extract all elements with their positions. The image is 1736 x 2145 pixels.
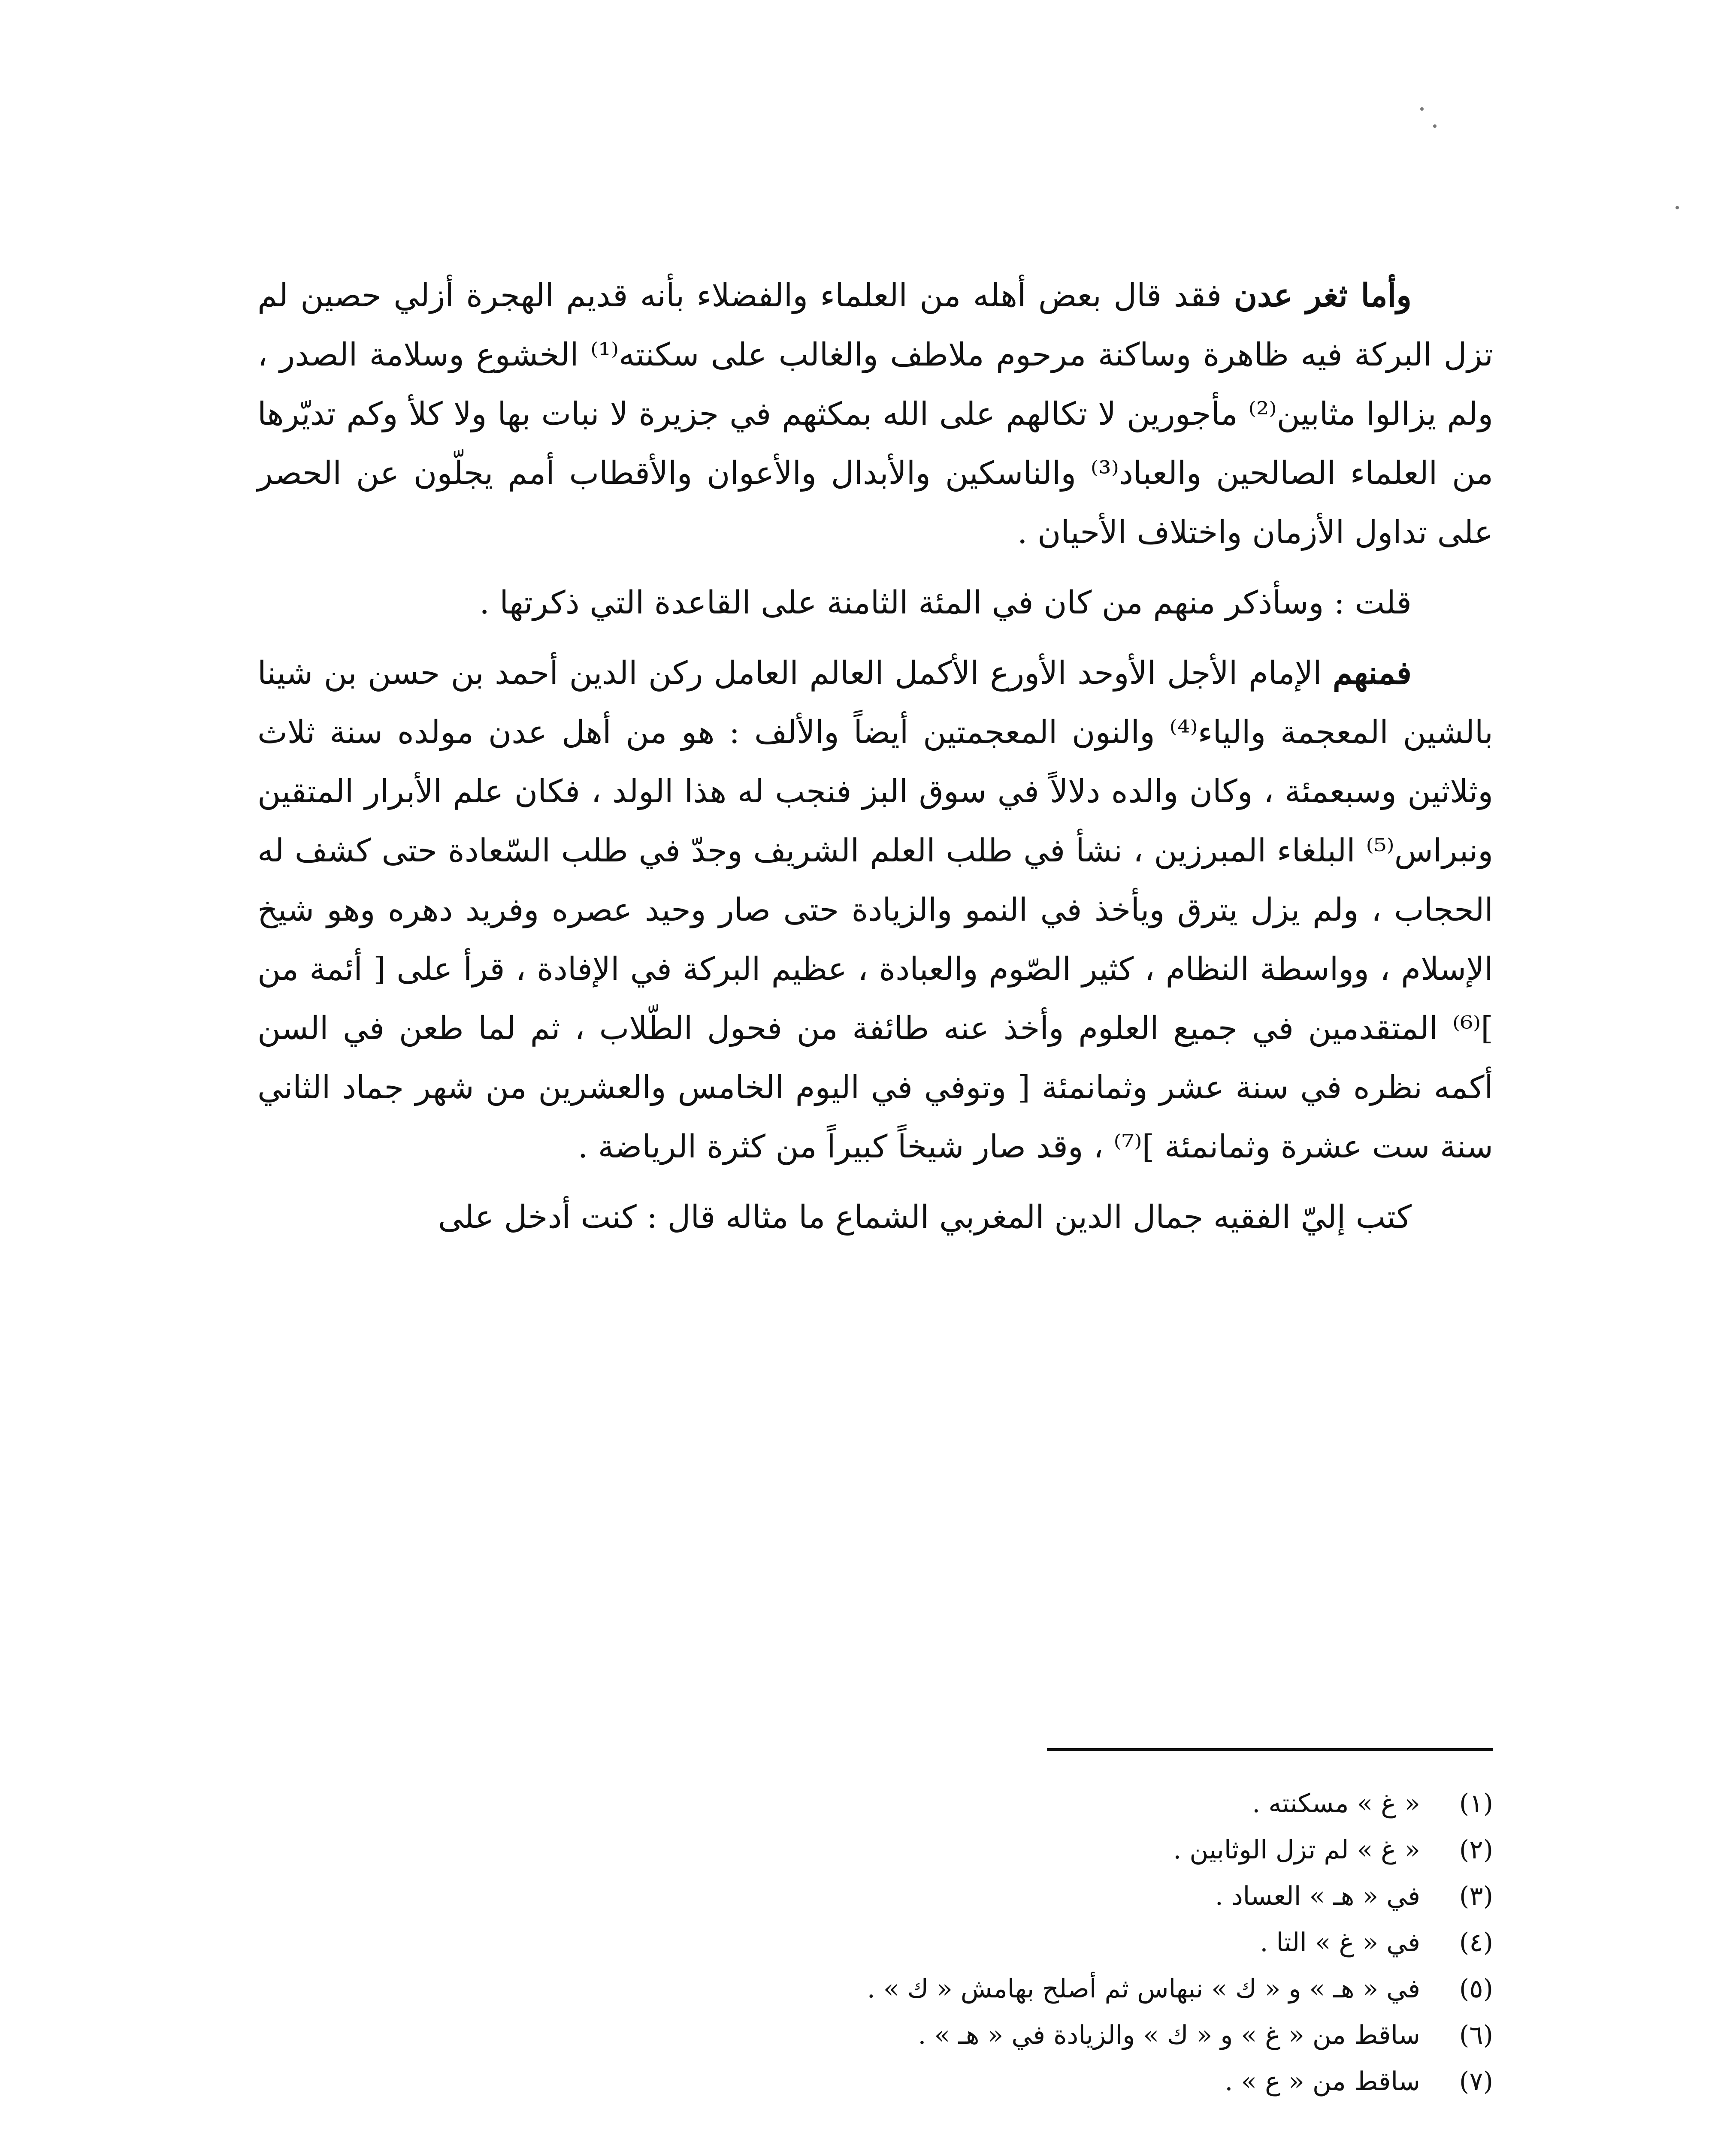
paragraph-text: كتب إليّ الفقيه جمال الدين المغربي الشماع ما مثاله قال : كنت أدخل على xyxy=(438,1199,1412,1236)
footnote-text: في « غ » التا . xyxy=(1260,1927,1420,1958)
footnote-text: ساقط من « ع » . xyxy=(1225,2066,1420,2097)
footnote-number: (٧) xyxy=(1459,2066,1493,2097)
scan-speck xyxy=(1420,107,1424,111)
footnote-text: في « هـ » العساد . xyxy=(1215,1881,1420,1911)
footnote-number: (٦) xyxy=(1459,2020,1493,2050)
footnote-item xyxy=(515,1827,1493,1873)
footnote-number: (٤) xyxy=(1459,1927,1493,1958)
footnote-divider xyxy=(1047,1748,1493,1751)
footnote-text: « غ » لم تزل الوثابين . xyxy=(1173,1835,1420,1865)
scan-speck xyxy=(1676,206,1679,209)
footnote-item xyxy=(515,1919,1493,1966)
main-text xyxy=(257,266,1493,1258)
footnote-item xyxy=(515,1780,1493,1827)
paragraph-text: الإمام الأجل الأوحد الأورع الأكمل العالم العامل ركن الدين أحمد بن حسن بن شينا بالشين المعجمة والياء⁽⁴⁾ والنون المعجمتين أيضاً والألف : هو من أهل عدن مولده سنة ثلاث وثلاثين وسبعمئة ، وكان والده دلالاً في سوق البز فنجب له هذا الولد ، فكان علم الأبرار المتقين ونبراس⁽⁵⁾ البلغاء المبرزين ، نشأ في طلب العلم الشريف وجدّ في طلب السّعادة حتى كشف له الحجاب ، ولم يزل يترق ويأخذ في النمو والزيادة حتى صار وحيد عصره وفريد دهره وهو شيخ الإسلام ، وواسطة النظام ، كثير الصّوم والعبادة ، عظيم البركة في الإفادة ، قرأ على [ أئمة من ]⁽⁶⁾ المتقدمين في جميع العلوم وأخذ عنه طائفة من فحول الطّلاب ، ثم لما طعن في السن أكمه نظره في سنة عشر وثمانمئة [ وتوفي في اليوم الخامس والعشرين من شهر جماد الثاني سنة ست عشرة وثمانمئة ]⁽⁷⁾ ، وقد صار شيخاً كبيراً من كثرة الرياضة . xyxy=(257,655,1493,1165)
paragraph-biography xyxy=(257,644,1493,1176)
paragraph-aden xyxy=(257,266,1493,562)
paragraph-text: قلت : وسأذكر منهم من كان في المئة الثامنة على القاعدة التي ذكرتها . xyxy=(479,584,1412,621)
footnote-number: (١) xyxy=(1459,1789,1493,1819)
footnote-text: في « هـ » و « ك » نبهاس ثم أصلح بهامش « ك » . xyxy=(867,1974,1420,2004)
footnote-item xyxy=(515,1966,1493,2012)
footnotes xyxy=(515,1780,1493,2105)
paragraph-text: فقد قال بعض أهله من العلماء والفضلاء بأنه قديم الهجرة أزلي حصين لم تزل البركة فيه ظاهرة وساكنة مرحوم ملاطف والغالب على سكنته⁽¹⁾ الخشوع وسلامة الصدر ، ولم يزالوا مثابين⁽²⁾ مأجورين لا تكالهم على الله بمكثهم في جزيرة لا نبات بها ولا كلأ وكم تديّرها من العلماء الصالحين والعباد⁽³⁾ والناسكين والأبدال والأعوان والأقطاب أمم يجلّون عن الحصر على تداول الأزمان واختلاف الأحيان . xyxy=(257,277,1494,551)
scan-speck xyxy=(1433,124,1437,128)
footnote-number: (٣) xyxy=(1459,1881,1493,1911)
footnote-number: (٥) xyxy=(1459,1974,1493,2004)
footnote-item xyxy=(515,2012,1493,2058)
footnote-item xyxy=(515,2058,1493,2105)
paragraph-note xyxy=(257,573,1493,632)
footnote-text: ساقط من « غ » و « ك » والزيادة في « هـ » . xyxy=(918,2020,1420,2050)
footnote-number: (٢) xyxy=(1459,1835,1493,1865)
paragraph-lead: فمنهم xyxy=(1333,655,1412,692)
footnote-item xyxy=(515,1873,1493,1919)
paragraph-letter xyxy=(257,1187,1493,1247)
footnote-text: « غ » مسكنته . xyxy=(1252,1789,1420,1819)
paragraph-lead: وأما ثغر عدن xyxy=(1234,277,1412,314)
